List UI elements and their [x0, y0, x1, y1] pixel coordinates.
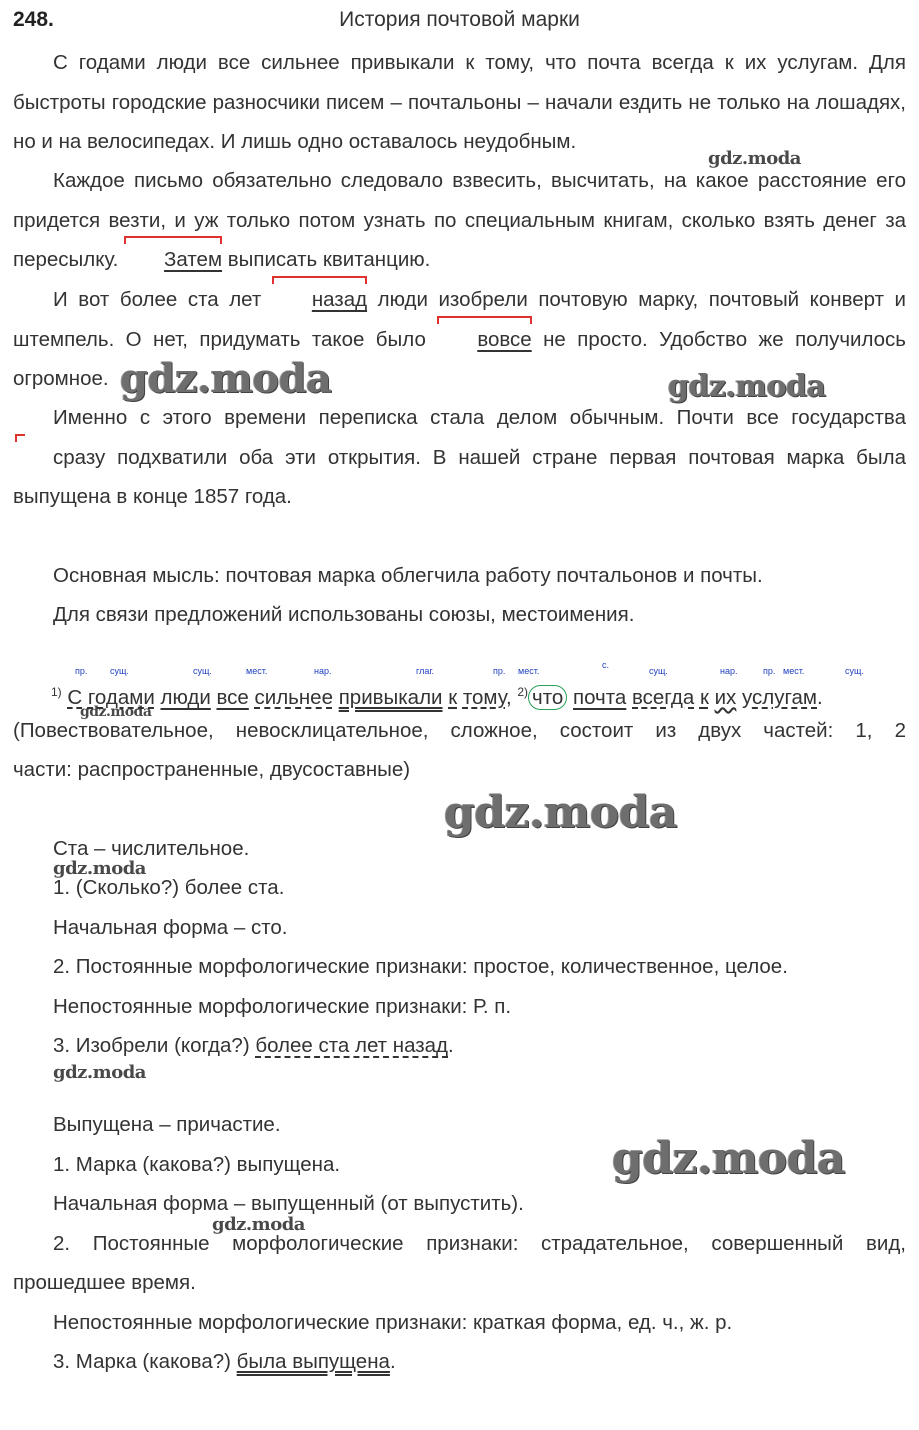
sta-line-5: 3. Изобрели (когда?) более ста лет назад. [53, 1034, 454, 1057]
vyp-heading: Выпущена – причастие. [53, 1113, 281, 1136]
pos-tag: сущ. [845, 666, 864, 676]
paragraph-2: Каждое письмо обязательно следовало взвесить, высчитать, на какое расстояние его придется везти, и уж только потом узнать по специальным книгам, сколько взять денег за пересылку. Затем выписать квитанцию. [13, 161, 906, 280]
watermark: gdz.moda [120, 355, 332, 402]
pos-tag: пр. [763, 666, 776, 676]
watermark: gdz.moda [444, 787, 678, 838]
sentence-description-1: (Повествовательное, невосклицательное, сложное, состоит из двух частей: 1, 2 [13, 719, 906, 742]
adverbial-phrase: более ста лет назад [255, 1034, 449, 1057]
word: к [448, 685, 458, 709]
word: всегда [632, 685, 695, 709]
vyp-line-3: 2. Постоянные морфологические признаки: страдательное, совершенный вид, [53, 1232, 906, 1255]
watermark: gdz.moda [668, 369, 826, 404]
pos-tag: сущ. [110, 666, 129, 676]
clause-number: 1) [51, 685, 62, 699]
sta-line-3: 2. Постоянные морфологические признаки: простое, количественное, целое. [53, 955, 788, 978]
conjunction-circled: что [528, 685, 567, 710]
vyp-line-3b: прошедшее время. [13, 1271, 196, 1294]
word: почта [573, 685, 627, 709]
word: сильнее [254, 685, 333, 709]
adverb-nazad: назад [272, 280, 367, 320]
word: к [699, 685, 709, 709]
pos-tag: с. [602, 660, 610, 670]
pos-tag: мест. [518, 666, 540, 676]
adverb-srazu: сразу [13, 438, 105, 478]
vyp-line-4: Непостоянные морфологические признаки: краткая форма, ед. ч., ж. р. [53, 1311, 733, 1334]
page-title: История почтовой марки [339, 8, 580, 31]
word: годами [87, 685, 155, 709]
watermark: gdz.moda [53, 858, 146, 879]
watermark: gdz.moda [80, 704, 152, 720]
pos-tag: пр. [75, 666, 88, 676]
clause-number: 2) [517, 685, 529, 699]
word: люди [160, 685, 211, 709]
word: все [216, 685, 249, 709]
vyp-line-2: Начальная форма – выпущенный (от выпустить). [53, 1192, 524, 1215]
word: их [714, 685, 737, 709]
exercise-number: 248. [13, 8, 54, 31]
watermark: gdz.moda [212, 1214, 305, 1235]
adverb-zatem: Затем [124, 240, 222, 280]
sentence-description-2: части: распространенные, двусоставные) [13, 758, 411, 781]
main-idea: Основная мысль: почтовая марка облегчила работу почтальонов и почты. [53, 564, 763, 587]
word: С [67, 685, 83, 709]
word: тому [462, 685, 506, 709]
pos-tag: нар. [720, 666, 738, 676]
word: . [817, 685, 823, 709]
word: привыкали [338, 685, 443, 709]
pos-tag: глаг. [416, 666, 435, 676]
predicate-phrase: была выпущена [236, 1350, 390, 1373]
paragraph-1: С годами люди все сильнее привыкали к тому, что почта всегда к их услугам. Для быстроты городские разносчики писем – почтальоны – начали ездить не только на лошадях, но и на велосипедах. И лишь одно оставалось неудобным. [13, 51, 906, 154]
word: услугам [742, 685, 818, 709]
watermark: gdz.moda [53, 1062, 146, 1083]
adverb-vovse: вовсе [437, 320, 531, 360]
pos-tag: мест. [246, 666, 268, 676]
paragraph-3: И вот более ста лет назад люди изобрели почтовую марку, почтовый конверт и штемпель. О нет, придумать такое было вовсе не просто. Удобство же получилось огромное. [13, 280, 906, 399]
sta-line-1: 1. (Сколько?) более ста. [53, 876, 285, 899]
pos-tag: сущ. [193, 666, 212, 676]
paragraph-4: Именно с этого времени переписка стала делом обычным. Почти все государства сразу подхватили оба эти открытия. В нашей стране первая почтовая марка была выпущена в конце 1857 года. [13, 406, 906, 509]
word: , [505, 685, 512, 709]
sentence-links: Для связи предложений использованы союзы, местоимения. [53, 603, 635, 626]
sta-heading: Ста – числительное. [53, 837, 250, 860]
pos-tag: мест. [783, 666, 805, 676]
vyp-line-5: 3. Марка (какова?) была выпущена. [53, 1350, 396, 1373]
vyp-line-1: 1. Марка (какова?) выпущена. [53, 1153, 341, 1176]
pos-tag: нар. [314, 666, 332, 676]
pos-tag: пр. [493, 666, 506, 676]
sta-line-2: Начальная форма – сто. [53, 916, 288, 939]
watermark: gdz.moda [708, 148, 801, 169]
watermark: gdz.moda [612, 1133, 846, 1184]
pos-tag: сущ. [649, 666, 668, 676]
sta-line-4: Непостоянные морфологические признаки: Р. п. [53, 995, 512, 1018]
